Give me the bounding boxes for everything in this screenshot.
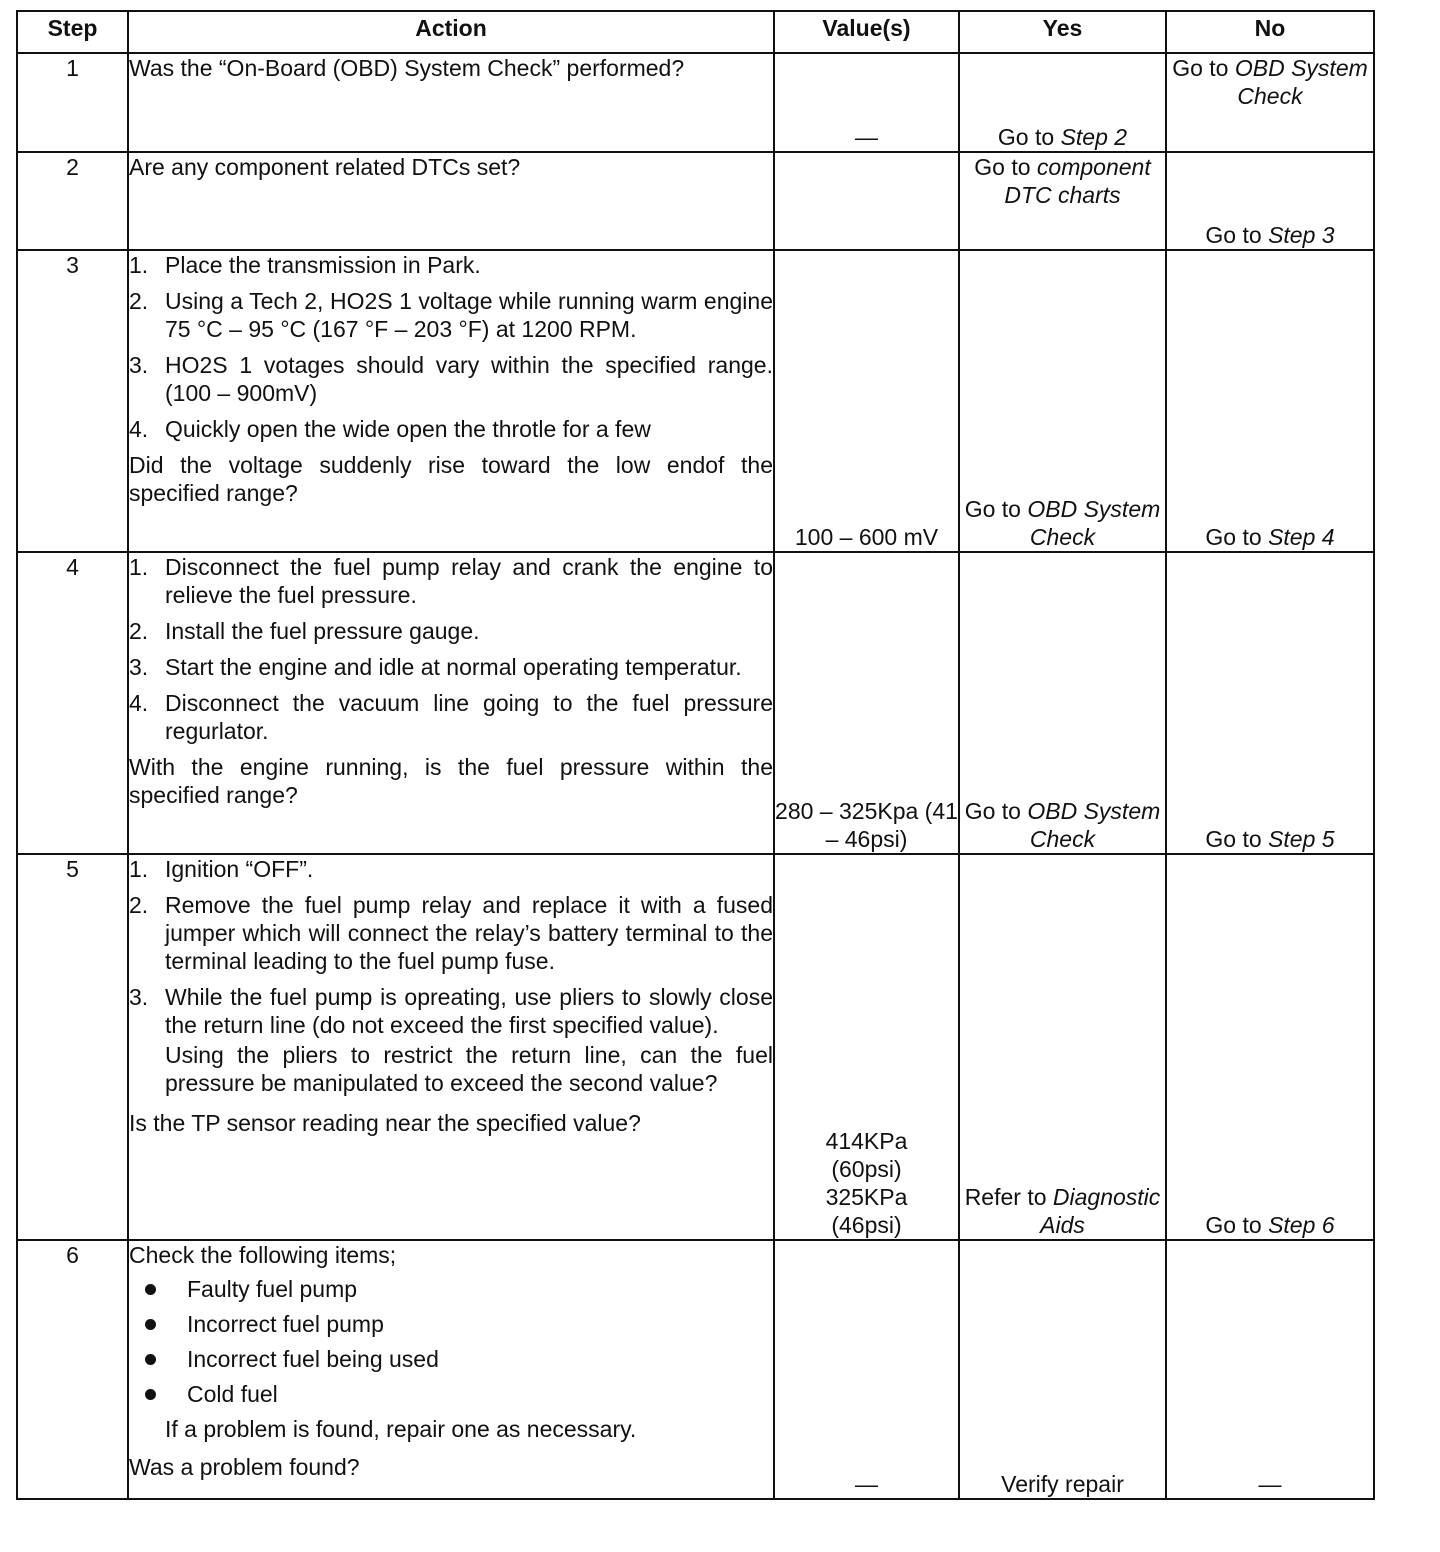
list-item: 1. Disconnect the fuel pump relay and crank the engine to relieve the fuel pressure. (129, 554, 773, 608)
list-item: 1. Ignition “OFF”. (129, 856, 314, 882)
value-line: 414KPa (825, 1128, 908, 1154)
question-text: Did the voltage suddenly rise toward the low endof the specified range? (129, 452, 773, 506)
value-cell: — (774, 1240, 959, 1499)
list-item: 2. Install the fuel pressure gauge. (129, 618, 480, 644)
no-link[interactable]: Step 6 (1268, 1212, 1335, 1238)
bullet-icon (145, 1354, 156, 1365)
value-line: 325KPa (825, 1184, 908, 1210)
step-number: 5 (17, 854, 128, 1240)
list-item: Incorrect fuel being used (129, 1345, 773, 1373)
no-prefix: Go to (1205, 524, 1269, 550)
header-action: Action (128, 11, 774, 53)
yes-cell: Verify repair (959, 1240, 1166, 1499)
no-cell (1166, 854, 1374, 1240)
list-item: Cold fuel (129, 1380, 773, 1408)
no-prefix: Go to (1205, 826, 1269, 852)
table-row-step-5 (17, 854, 1374, 1240)
check-list (129, 1275, 773, 1408)
value-cell (774, 152, 959, 250)
value-cell: 280 – 325Kpa (41 – 46psi) (774, 552, 959, 854)
value-cell (774, 854, 959, 1240)
action-cell (128, 250, 774, 552)
step-number: 2 (17, 152, 128, 250)
list-item: 1. Place the transmission in Park. (129, 252, 481, 278)
list-item: 2. Using a Tech 2, HO2S 1 voltage while running warm engine 75 °C – 95 °C (167 °F – 203 °F) at 1200 RPM. (129, 288, 773, 342)
question-text: Was the “On-Board (OBD) System Check” performed? (129, 55, 685, 81)
yes-cell (959, 53, 1166, 152)
yes-prefix: Go to (964, 496, 1028, 522)
yes-cell (959, 250, 1166, 552)
step-number: 4 (17, 552, 128, 854)
yes-prefix: Go to (997, 124, 1061, 150)
header-values: Value(s) (774, 11, 959, 53)
action-cell (128, 53, 774, 152)
no-link[interactable]: Step 5 (1268, 826, 1335, 852)
yes-link[interactable]: OBD System Check (1027, 798, 1161, 852)
action-cell (128, 552, 774, 854)
action-cell (128, 854, 774, 1240)
no-link[interactable]: OBD System Check (1234, 55, 1368, 109)
table-row-step-6 (17, 1240, 1374, 1499)
yes-link[interactable]: Step 2 (1060, 124, 1128, 150)
no-link[interactable]: Step 3 (1268, 222, 1335, 248)
value-cell: — (774, 53, 959, 152)
no-cell (1166, 552, 1374, 854)
table-row-step-1 (17, 53, 1374, 152)
action-cell (128, 1240, 774, 1499)
list-item: Faulty fuel pump (129, 1275, 773, 1303)
yes-link[interactable]: Diagnostic Aids (1040, 1184, 1161, 1238)
question-text: Is the TP sensor reading near the specified value? (129, 1110, 641, 1136)
list-item: 4. Quickly open the wide open the throtle for a few (129, 416, 651, 442)
list-item: 3. While the fuel pump is opreating, use pliers to slowly close the return line (do not exceed the first specified value). (129, 984, 773, 1038)
table-row-step-2 (17, 152, 1374, 250)
header-no: No (1166, 11, 1374, 53)
list-item: 2. Remove the fuel pump relay and replace it with a fused jumper which will connect the relay’s battery terminal to the terminal leading to the fuel pump fuse. (129, 892, 773, 974)
diagnostic-table (16, 10, 1375, 1500)
no-cell (1166, 53, 1374, 152)
step-list (129, 553, 773, 745)
list-item: 3. Start the engine and idle at normal operating temperatur. (129, 654, 742, 680)
yes-cell (959, 552, 1166, 854)
yes-cell (959, 854, 1166, 1240)
sub-note: Using the pliers to restrict the return line, can the fuel pressure be manipulated to exceed the second value? (165, 1042, 773, 1096)
yes-prefix: Go to (974, 154, 1037, 180)
table-row-step-4 (17, 552, 1374, 854)
action-cell (128, 152, 774, 250)
no-prefix: Go to (1205, 1212, 1269, 1238)
yes-prefix: Go to (964, 798, 1028, 824)
intro-text: Check the following items; (129, 1242, 397, 1268)
no-cell: — (1166, 1240, 1374, 1499)
no-cell (1166, 250, 1374, 552)
step-list (129, 855, 773, 1039)
list-item: Incorrect fuel pump (129, 1310, 773, 1338)
bullet-icon (145, 1389, 156, 1400)
repair-note: If a problem is found, repair one as necessary. (165, 1416, 637, 1442)
bullet-icon (145, 1319, 156, 1330)
yes-link[interactable]: OBD System Check (1027, 496, 1161, 550)
value-line: (46psi) (831, 1212, 902, 1238)
step-list (129, 251, 773, 443)
header-step: Step (17, 11, 128, 53)
step-number: 1 (17, 53, 128, 152)
header-yes: Yes (959, 11, 1166, 53)
no-link[interactable]: Step 4 (1268, 524, 1335, 550)
no-prefix: Go to (1205, 222, 1269, 248)
no-prefix: Go to (1172, 55, 1235, 81)
value-line: (60psi) (831, 1156, 902, 1182)
header-row (17, 11, 1374, 53)
step-number: 3 (17, 250, 128, 552)
yes-prefix: Refer to (964, 1184, 1053, 1210)
question-text: Are any component related DTCs set? (129, 154, 521, 180)
bullet-icon (145, 1284, 156, 1295)
question-text: With the engine running, is the fuel pressure within the specified range? (129, 754, 773, 808)
yes-cell (959, 152, 1166, 250)
list-item: 4. Disconnect the vacuum line going to the fuel pressure regurlator. (129, 690, 773, 744)
yes-link[interactable]: component DTC charts (1004, 154, 1151, 208)
table-row-step-3 (17, 250, 1374, 552)
step-number: 6 (17, 1240, 128, 1499)
question-text: Was a problem found? (129, 1454, 360, 1480)
no-cell (1166, 152, 1374, 250)
value-cell: 100 – 600 mV (774, 250, 959, 552)
list-item: 3. HO2S 1 votages should vary within the specified range. (100 – 900mV) (129, 352, 773, 406)
